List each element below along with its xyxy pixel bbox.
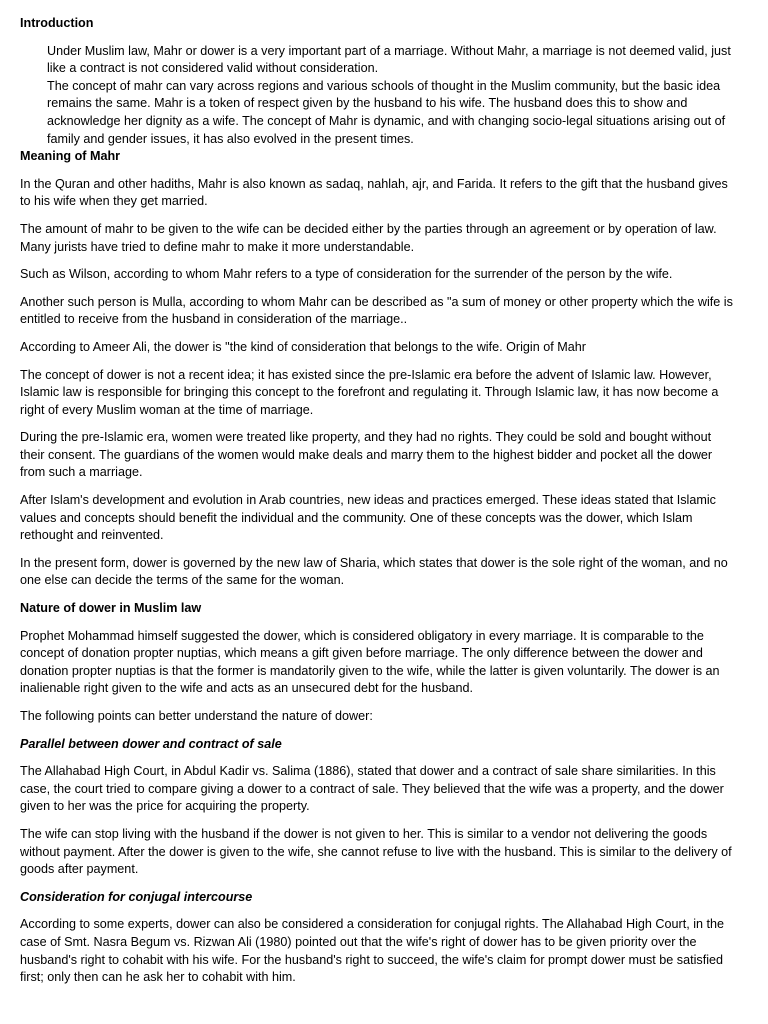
intro-paragraph: Under Muslim law, Mahr or dower is a very important part of a marriage. Without Mahr, a marriage is not deemed valid, just like a contract is not considered valid without consideration. [47,43,731,76]
nature-paragraph: The following points can better understand the nature of dower: [20,709,373,723]
document-page [20,15,736,997]
meaning-paragraph: In the present form, dower is governed by the new law of Sharia, which states that dower is the sole right of the woman, and no one else can decide the terms of the same for the woman. [20,555,728,588]
meaning-paragraph: Such as Wilson, according to whom Mahr refers to a type of consideration for the surrender of the person by the wife. [20,267,673,282]
meaning-paragraph: Another such person is Mulla, according to whom Mahr can be described as "a sum of money or other property which the wife is entitled to receive from the husband in consideration of the marriage.. [20,294,733,327]
intro-heading: Introduction [20,16,94,30]
meaning-paragraph: After Islam's development and evolution in Arab countries, new ideas and practices emerged. These ideas stated that Islamic values and concepts should benefit the individual and the community. One of these concepts was the dower, which Islam rethought and reinvented. [20,493,716,543]
nature-paragraph: Prophet Mohammad himself suggested the dower, which is considered obligatory in every marriage. It is comparable to the concept of donation propter nuptias, which means a gift given before marriage. The only difference between the dower and donation propter nuptias is that the former is mandatorily given to the wife, while the latter is given voluntarily. The dower is an inalienable right given to the wife and acts as an unsecured debt for the husband. [20,628,720,696]
nature-heading: Nature of dower in Muslim law [20,601,202,616]
meaning-paragraph: According to Ameer Ali, the dower is "the kind of consideration that belongs to the wife. Origin of Mahr [20,339,586,354]
sale-subheading: Parallel between dower and contract of sale [20,736,282,751]
meaning-paragraph: The concept of dower is not a recent idea; it has existed since the pre-Islamic era before the advent of Islamic law. However, Islamic law is responsible for bringing this concept to the forefront and regulating it. Through Islamic law, it has now become a right of every Muslim woman at the time of marriage. [20,367,719,417]
meaning-paragraph: In the Quran and other hadiths, Mahr is also known as sadaq, nahlah, ajr, and Farida. It refers to the gift that the husband gives to his wife when they get married. [20,176,728,209]
meaning-paragraph: During the pre-Islamic era, women were treated like property, and they had no rights. They could be sold and bought without their consent. The guardians of the women would make deals and marry them to the highest bidder and pocket all the dower from such a marriage. [20,430,713,480]
meaning-paragraph: The amount of mahr to be given to the wife can be decided either by the parties through an agreement or by operation of law. Many jurists have tried to define mahr to make it more understandable. [20,221,717,254]
conjugal-subheading: Consideration for conjugal intercourse [20,889,253,904]
meaning-heading: Meaning of Mahr [20,149,121,164]
sale-paragraph: The Allahabad High Court, in Abdul Kadir vs. Salima (1886), stated that dower and a contract of sale share similarities. In this case, the court tried to compare giving a dower to a contract of sale. They believed that the wife was a property, and the dower given to her was the price for acquiring the property. [20,764,724,814]
intro-paragraph: The concept of mahr can vary across regions and various schools of thought in the Muslim community, but the basic idea remains the same. Mahr is a token of respect given by the husband to his wife. The husband does this to show and acknowledge her dignity as a wife. The concept of Mahr is dynamic, and with changing socio-legal situations arising out of family and gender issues, it has also evolved in the present times. [47,78,726,146]
sale-paragraph: The wife can stop living with the husband if the dower is not given to her. This is similar to a vendor not delivering the goods without payment. After the dower is given to the wife, she cannot refuse to live with the husband. This is similar to the delivery of goods after payment. [20,826,732,877]
conjugal-paragraph: According to some experts, dower can also be considered a consideration for conjugal rights. The Allahabad High Court, in the case of Smt. Nasra Begum vs. Rizwan Ali (1980) pointed out that the wife's right of dower has to be given priority over the husband's right to cohabit with his wife. For the husband's right to succeed, the wife's claim for prompt dower must be satisfied first; only then can he ask her to cohabit with him. [20,917,725,985]
intro-block [47,43,736,149]
